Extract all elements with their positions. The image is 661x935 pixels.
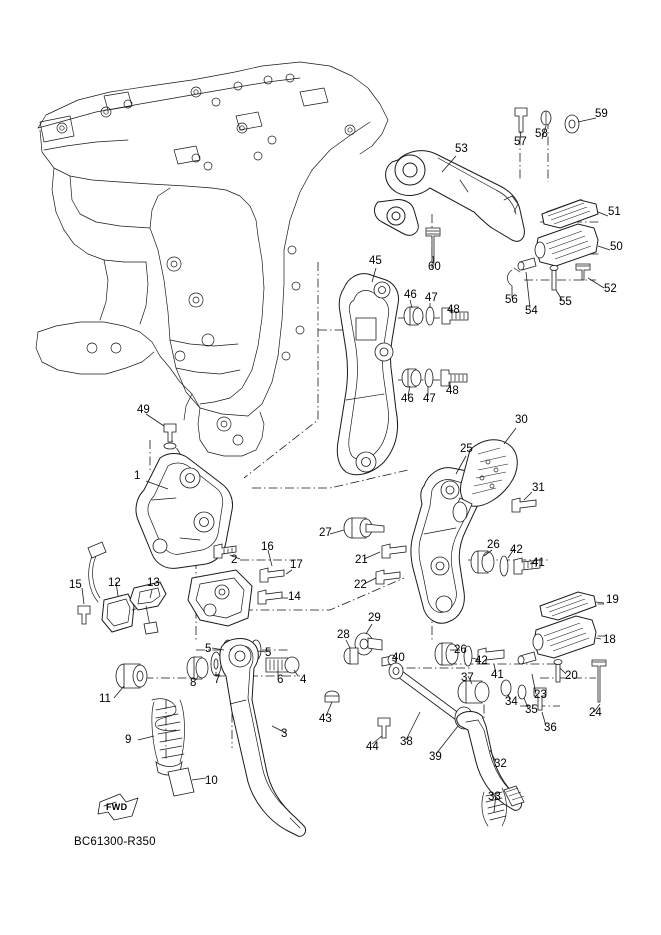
callout-41b: 41 [491, 669, 504, 681]
part-52-bolt [576, 264, 590, 280]
callout-41a: 41 [532, 557, 545, 569]
part-10-tube [168, 768, 194, 796]
part-53-shift-arm [375, 151, 525, 242]
callout-5b: 5 [265, 647, 272, 659]
part-54-pin [518, 258, 536, 270]
part-8-nut [187, 657, 208, 679]
part-22-bolt [376, 570, 400, 584]
part-14-bolt [258, 590, 282, 604]
callout-29: 29 [368, 612, 381, 624]
callout-24: 24 [589, 707, 602, 719]
part-16-bracket [188, 570, 252, 626]
part-15-bolt [78, 606, 90, 624]
part-24-bolt [592, 660, 606, 702]
callout-46b: 46 [401, 393, 414, 405]
part-42-washer-upper-right [500, 556, 508, 576]
callout-10: 10 [205, 775, 218, 787]
part-59-washer [565, 115, 579, 133]
part-28-nut [344, 648, 358, 664]
callout-42a: 42 [510, 544, 523, 556]
callout-8: 8 [190, 677, 197, 689]
callout-5a: 5 [205, 643, 212, 655]
part-26-collar-upper-right [471, 551, 494, 573]
part-56-clip [508, 268, 521, 286]
callout-14: 14 [288, 591, 301, 603]
callout-36: 36 [544, 722, 557, 734]
callout-52: 52 [604, 283, 617, 295]
part-51-footrest-rubber [542, 199, 598, 228]
part-46-collar-lower [402, 369, 421, 387]
part-23-pin [518, 652, 536, 664]
callout-39: 39 [429, 751, 442, 763]
callout-58: 58 [535, 128, 548, 140]
callout-35: 35 [525, 704, 538, 716]
callout-13: 13 [147, 577, 160, 589]
callout-59: 59 [595, 108, 608, 120]
callout-28: 28 [337, 629, 350, 641]
callout-18: 18 [603, 634, 616, 646]
callout-11: 11 [99, 693, 111, 705]
motorcycle-frame-outline [36, 62, 388, 456]
callout-30: 30 [515, 414, 528, 426]
part-21-bolt [382, 544, 406, 558]
part-45-bracket [337, 274, 398, 475]
part-19-footrest-rubber-lower [540, 592, 596, 620]
callout-34: 34 [505, 696, 518, 708]
callout-46a: 46 [404, 289, 417, 301]
callout-20: 20 [565, 670, 578, 682]
part-48-bolt-lower [441, 370, 467, 386]
callout-33: 33 [488, 791, 501, 803]
callout-21: 21 [355, 554, 368, 566]
callout-48a: 48 [447, 304, 460, 316]
part-55-pin [550, 266, 558, 291]
part-44-bolt [378, 718, 390, 738]
part-27-joint [344, 518, 384, 538]
callout-47a: 47 [425, 292, 438, 304]
callout-6: 6 [277, 674, 284, 686]
callout-54: 54 [525, 305, 538, 317]
callout-60: 60 [428, 261, 441, 273]
part-47-washer-upper [426, 307, 434, 325]
part-29-rod-end [355, 633, 382, 655]
callout-17: 17 [290, 559, 303, 571]
callout-40: 40 [392, 652, 405, 664]
part-47-washer-lower [425, 369, 433, 387]
callout-32: 32 [494, 758, 507, 770]
callout-7: 7 [214, 674, 221, 686]
callout-43: 43 [319, 713, 332, 725]
part-17-bolt [260, 568, 284, 582]
callout-3: 3 [281, 728, 288, 740]
part-38-shift-rod [389, 663, 460, 720]
callout-23: 23 [534, 689, 547, 701]
callout-44: 44 [366, 741, 379, 753]
part-code-label: BC61300-R350 [74, 836, 156, 848]
callout-9: 9 [125, 734, 132, 746]
callout-1: 1 [134, 470, 141, 482]
callout-25: 25 [460, 443, 473, 455]
callout-49: 49 [137, 404, 150, 416]
part-20-pin [554, 660, 562, 683]
callout-15: 15 [69, 579, 82, 591]
part-43-nut [325, 691, 339, 702]
callout-38: 38 [400, 736, 413, 748]
part-31-bolt [512, 498, 536, 512]
callout-4: 4 [300, 674, 307, 686]
callout-31: 31 [532, 482, 545, 494]
callout-50: 50 [610, 241, 623, 253]
part-49-bolt [164, 424, 176, 449]
callout-42b: 42 [475, 655, 488, 667]
part-46-collar-upper [404, 307, 423, 325]
part-13-lever [130, 582, 166, 634]
part-9-spring [152, 699, 185, 775]
part-50-footrest-bracket [535, 224, 598, 266]
part-18-footrest-bracket-lower [533, 616, 596, 658]
callout-45: 45 [369, 255, 382, 267]
callout-57: 57 [514, 136, 527, 148]
callout-12: 12 [108, 577, 121, 589]
callout-53: 53 [455, 143, 468, 155]
part-58-bolt [541, 111, 551, 125]
callout-26a: 26 [487, 539, 500, 551]
callout-26b: 26 [454, 644, 467, 656]
fwd-arrow-label: FWD [106, 802, 128, 812]
callout-16: 16 [261, 541, 274, 553]
part-11-collar [116, 664, 147, 688]
callout-51: 51 [608, 206, 621, 218]
callout-19: 19 [606, 594, 619, 606]
callout-47b: 47 [423, 393, 436, 405]
callout-27: 27 [319, 527, 332, 539]
callout-56: 56 [505, 294, 518, 306]
callout-2: 2 [231, 554, 238, 566]
callout-22: 22 [354, 579, 367, 591]
part-57-bolt [515, 108, 527, 132]
callout-37: 37 [461, 672, 474, 684]
callout-48b: 48 [446, 385, 459, 397]
callout-55: 55 [559, 296, 572, 308]
